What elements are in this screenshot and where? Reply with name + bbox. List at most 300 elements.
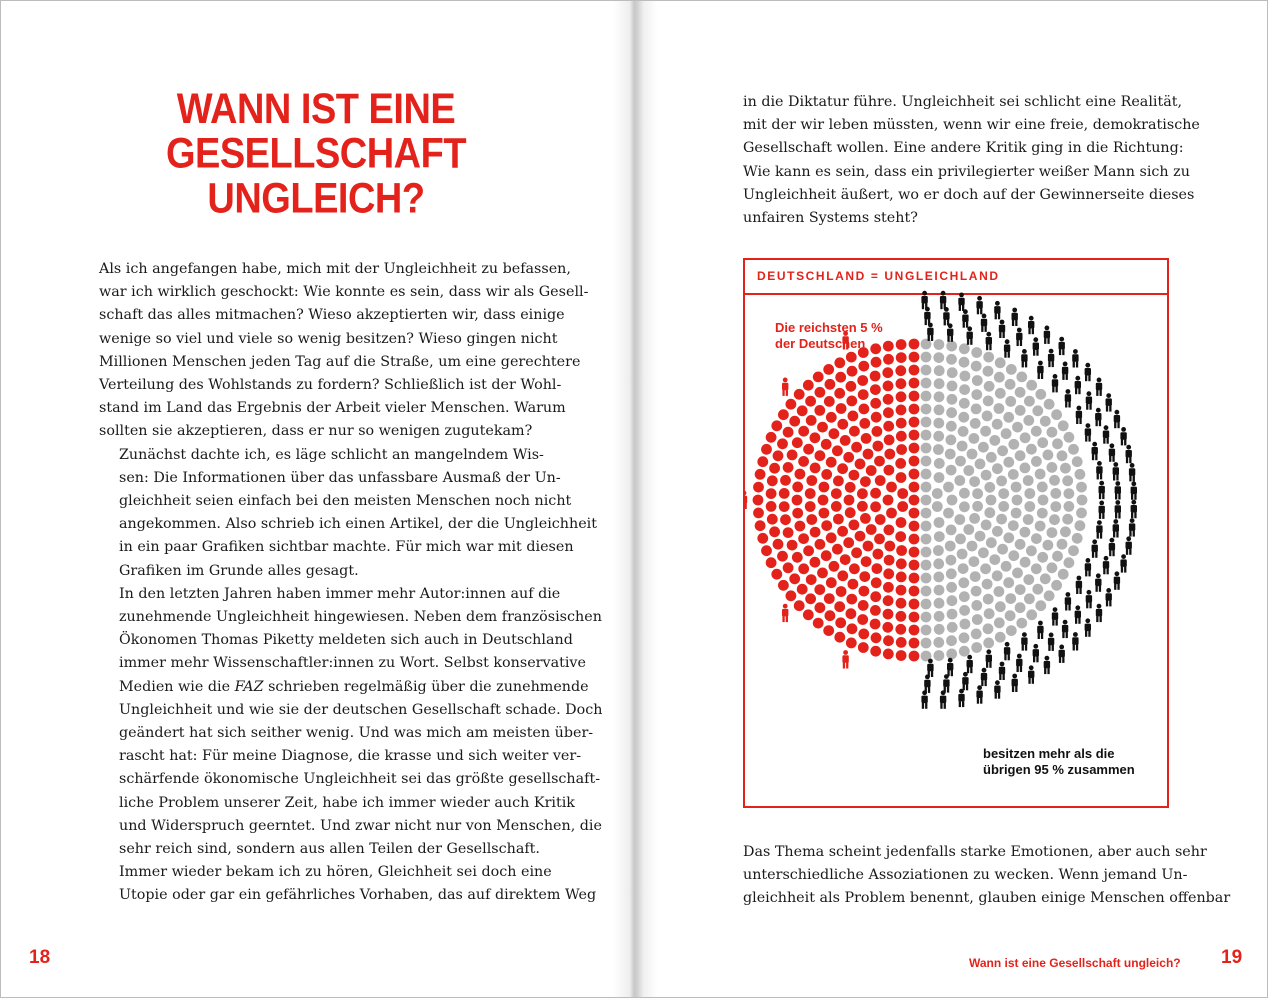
person-icon-rest <box>921 291 927 309</box>
wealth-dot-rich <box>859 571 870 582</box>
wealth-dot-rest <box>1024 593 1035 604</box>
text-line: zunehmende Ungleichheit hingewiesen. Neben dem französischen <box>119 609 602 626</box>
wealth-dot-rich <box>909 391 920 402</box>
person-icon-rest <box>1092 539 1098 557</box>
wealth-dot-rest <box>975 459 986 470</box>
person-icon-rich <box>745 491 747 509</box>
wealth-dot-rest <box>933 637 944 648</box>
person-icon-rest <box>1044 656 1050 674</box>
person-icon-rest <box>1085 618 1091 636</box>
wealth-dot-rest <box>1060 463 1071 474</box>
person-icon-rich <box>782 378 788 396</box>
wealth-dot-rest <box>946 465 957 476</box>
paragraph <box>99 583 603 861</box>
person-icon-rest <box>1059 645 1065 663</box>
person-icon-rest <box>947 323 953 341</box>
wealth-dot-rest <box>1072 533 1083 544</box>
wealth-dot-rich <box>870 591 881 602</box>
wealth-dot-rest <box>946 568 957 579</box>
wealth-dot-rich <box>767 475 778 486</box>
wealth-dot-rest <box>934 405 945 416</box>
wealth-dot-rest <box>1047 462 1058 473</box>
wealth-dot-rich <box>797 584 808 595</box>
wealth-dot-rest <box>921 560 932 571</box>
wealth-dot-rich <box>855 531 866 542</box>
person-icon-rest <box>1103 425 1109 443</box>
wealth-dot-rich <box>883 595 894 606</box>
wealth-dot-rest <box>971 586 982 597</box>
wealth-dot-rest <box>921 391 932 402</box>
person-icon-rest <box>1028 316 1034 334</box>
wealth-dot-rest <box>959 605 970 616</box>
wealth-dot-rich <box>798 533 809 544</box>
wealth-dot-rich <box>819 508 830 519</box>
person-icon-rest <box>986 649 992 667</box>
person-icon-rest <box>1065 389 1071 407</box>
wealth-dot-rest <box>947 495 958 506</box>
wealth-dot-rich <box>798 456 809 467</box>
wealth-dot-rest <box>1038 495 1049 506</box>
wealth-dot-rest <box>967 541 978 552</box>
wealth-dot-rich <box>829 561 840 572</box>
wealth-dot-rich <box>826 577 837 588</box>
wealth-dot-rich <box>803 609 814 620</box>
wealth-dot-rich <box>783 462 794 473</box>
text-line: Immer wieder bekam ich zu hören, Gleichheit sei doch eine <box>119 864 552 881</box>
person-icon-rest <box>943 307 949 325</box>
wealth-dot-rich <box>821 439 832 450</box>
text-line: Millionen Menschen jeden Tag auf die Straße, um eine gerechtere <box>99 353 581 370</box>
wealth-dot-rest <box>1015 602 1026 613</box>
person-icon-rest <box>1103 556 1109 574</box>
person-icon-rest <box>967 655 973 673</box>
wealth-dot-rest <box>1051 409 1062 420</box>
wealth-dot-rich <box>825 379 836 390</box>
wealth-dot-rich <box>870 384 881 395</box>
wealth-dot-rich <box>766 432 777 443</box>
text-line: Ungleichheit und wie sie der deutschen Gesellschaft schade. Doch <box>119 701 603 718</box>
person-icon-rest <box>1062 362 1068 380</box>
wealth-dot-rich <box>909 469 920 480</box>
wealth-dot-rest <box>1040 573 1051 584</box>
wealth-dot-rest <box>1057 450 1068 461</box>
wealth-dot-rich <box>834 632 845 643</box>
wealth-dot-rest <box>959 591 970 602</box>
wealth-dot-rich <box>831 488 842 499</box>
wealth-dot-rest <box>1049 514 1060 525</box>
wealth-dot-rest <box>983 396 994 407</box>
wealth-dot-rich <box>826 412 837 423</box>
wealth-dot-rich <box>870 619 881 630</box>
wealth-dot-rest <box>971 629 982 640</box>
wealth-dot-rest <box>1015 405 1026 416</box>
wealth-dot-rest <box>1031 563 1042 574</box>
wealth-dot-rich <box>792 495 803 506</box>
person-icon-rest <box>1126 445 1132 463</box>
wealth-dot-rich <box>873 549 884 560</box>
wealth-dot-rest <box>946 354 957 365</box>
wealth-dot-rest <box>969 556 980 567</box>
wealth-dot-rest <box>933 572 944 583</box>
wealth-dot-rest <box>933 431 944 442</box>
wealth-dot-rich <box>883 635 894 646</box>
wealth-dot-rich <box>858 629 869 640</box>
person-icon-rest <box>1021 632 1027 650</box>
wealth-dot-rest <box>1035 521 1046 532</box>
wealth-dot-rich <box>896 572 907 583</box>
wealth-dot-rest <box>959 343 970 354</box>
wealth-dot-rest <box>996 476 1007 487</box>
wealth-dot-rich <box>794 389 805 400</box>
wealth-dot-rich <box>909 586 920 597</box>
wealth-dot-rich <box>896 391 907 402</box>
wealth-dot-rich <box>870 371 881 382</box>
wealth-dot-rest <box>1035 389 1046 400</box>
text-line: sehr reich sind, sondern aus allen Teilen der Gesellschaft. <box>119 841 540 858</box>
wealth-dot-rich <box>846 381 857 392</box>
wealth-dot-rich <box>786 590 797 601</box>
wealth-dot-rest <box>933 444 944 455</box>
wealth-dot-rest <box>1026 545 1037 556</box>
wealth-dot-rest <box>992 419 1003 430</box>
wealth-dot-rich <box>884 525 895 536</box>
wealth-dot-rich <box>755 520 766 531</box>
wealth-dot-rich <box>771 569 782 580</box>
wealth-dot-rest <box>921 404 932 415</box>
right-page <box>637 1 1267 997</box>
wealth-dot-rich <box>870 646 881 657</box>
wealth-dot-rest <box>992 570 1003 581</box>
wealth-dot-rest <box>946 407 957 418</box>
wealth-dot-rich <box>857 501 868 512</box>
person-icon-rest <box>1092 442 1098 460</box>
wealth-dot-rest <box>1024 501 1035 512</box>
wealth-dot-rest <box>972 375 983 386</box>
wealth-dot-rest <box>960 619 971 630</box>
wealth-dot-rich <box>832 544 843 555</box>
wealth-dot-rich <box>792 552 803 563</box>
wealth-dot-rich <box>896 598 907 609</box>
wealth-dot-rich <box>859 586 870 597</box>
wealth-dot-rich <box>798 563 809 574</box>
wealth-dot-rich <box>824 396 835 407</box>
wealth-dot-rest <box>1003 412 1014 423</box>
wealth-dot-rich <box>896 472 907 483</box>
wealth-dot-rest <box>1003 457 1014 468</box>
wealth-dot-rich <box>847 366 858 377</box>
text-line: liche Problem unserer Zeit, habe ich immer wieder auch Kritik <box>119 794 575 811</box>
wealth-dot-rich <box>884 449 895 460</box>
wealth-dot-rich <box>810 432 821 443</box>
wealth-dot-rich <box>909 495 920 506</box>
person-icon-rest <box>981 668 987 686</box>
person-icon-rest <box>1085 363 1091 381</box>
wealth-dot-rest <box>963 524 974 535</box>
person-icon-rest <box>994 680 1000 698</box>
wealth-dot-rest <box>984 482 995 493</box>
wealth-dot-rest <box>959 357 970 368</box>
wealth-dot-rich <box>792 508 803 519</box>
wealth-dot-rich <box>777 551 788 562</box>
wealth-dot-rest <box>1024 488 1035 499</box>
text-line: Zunächst dachte ich, es läge schlicht an mangelndem Wis- <box>119 446 544 463</box>
wealth-dot-rich <box>803 545 814 556</box>
wealth-dot-rich <box>909 417 920 428</box>
wealth-dot-rest <box>998 488 1009 499</box>
wealth-dot-rest <box>1023 514 1034 525</box>
wealth-dot-rest <box>986 495 997 506</box>
wealth-dot-rest <box>971 642 982 653</box>
wealth-dot-rest <box>955 456 966 467</box>
wealth-dot-rich <box>896 405 907 416</box>
wealth-dot-rest <box>1012 568 1023 579</box>
wealth-dot-rest <box>959 488 970 499</box>
wealth-dot-rest <box>921 534 932 545</box>
wealth-dot-rest <box>1023 475 1034 486</box>
text-line: wenige so viel und viele so wenig besitzen? Wieso gingen nicht <box>99 330 558 347</box>
wealth-dot-rest <box>995 601 1006 612</box>
wealth-dot-rich <box>871 632 882 643</box>
wealth-dot-rest <box>934 378 945 389</box>
wealth-dot-rest <box>986 452 997 463</box>
person-icon-rest <box>1129 518 1135 536</box>
wealth-dot-rest <box>943 482 954 493</box>
paragraph <box>99 861 597 907</box>
wealth-dot-rich <box>817 422 828 433</box>
running-head: Wann ist eine Gesellschaft ungleich? <box>969 956 1181 970</box>
wealth-dot-rest <box>921 612 932 623</box>
wealth-dot-rest <box>1016 618 1027 629</box>
wealth-dot-rich <box>874 534 885 545</box>
person-icon-rest <box>1052 607 1058 625</box>
wealth-dot-rich <box>779 488 790 499</box>
text-line: mit der wir leben müssten, wenn wir eine freie, demokratische <box>743 117 1200 134</box>
wealth-dot-rest <box>958 426 969 437</box>
person-icon-rest <box>940 291 946 309</box>
wealth-dot-rich <box>909 547 920 558</box>
person-icon-rest <box>1109 538 1115 556</box>
wealth-dot-rich <box>797 405 808 416</box>
wealth-dot-rich <box>883 381 894 392</box>
wealth-dot-rich <box>821 520 832 531</box>
wealth-dot-rest <box>997 544 1008 555</box>
wealth-dot-rich <box>849 563 860 574</box>
wealth-dot-rich <box>884 465 895 476</box>
wealth-dot-rich <box>834 388 845 399</box>
wealth-dot-rich <box>909 404 920 415</box>
wealth-dot-rich <box>837 419 848 430</box>
wealth-dot-rich <box>805 396 816 407</box>
wealth-dot-rich <box>836 586 847 597</box>
wealth-dot-rich <box>896 558 907 569</box>
wealth-dot-rest <box>984 507 995 518</box>
wealth-dot-rest <box>981 520 992 531</box>
person-icon-rest <box>1120 554 1126 572</box>
person-icon-rest <box>1129 463 1135 481</box>
wealth-dot-rich <box>909 430 920 441</box>
wealth-dot-rest <box>970 571 981 582</box>
wealth-dot-rich <box>909 508 920 519</box>
person-icon-rest <box>1113 462 1119 480</box>
wealth-dot-rich <box>870 488 881 499</box>
wealth-dot-rest <box>945 449 956 460</box>
wealth-dot-rest <box>1020 463 1031 474</box>
wealth-dot-rich <box>792 482 803 493</box>
wealth-dot-rest <box>934 339 945 350</box>
wealth-dot-rest <box>983 366 994 377</box>
chapter-title-line: UNGLEICH? <box>207 175 425 223</box>
wealth-dot-rich <box>870 398 881 409</box>
wealth-dot-rest <box>1047 527 1058 538</box>
person-icon-rest <box>976 296 982 314</box>
wealth-dot-rest <box>1032 584 1043 595</box>
person-icon-rich <box>782 604 788 622</box>
wealth-dot-rich <box>875 475 886 486</box>
wealth-dot-rest <box>947 367 958 378</box>
person-icon-rest <box>1120 427 1126 445</box>
wealth-dot-rich <box>866 524 877 535</box>
wealth-dot-rich <box>896 418 907 429</box>
wealth-dot-rich <box>753 495 764 506</box>
wealth-dot-rest <box>1058 569 1069 580</box>
wealth-dot-rest <box>933 558 944 569</box>
text-line: stand im Land das Ergebnis der Arbeit vieler Menschen. Warum <box>99 400 566 417</box>
wealth-dot-rest <box>997 445 1008 456</box>
wealth-dot-rest <box>932 501 943 512</box>
wealth-dot-rest <box>969 433 980 444</box>
wealth-dot-rich <box>896 517 907 528</box>
wealth-dot-rest <box>921 586 932 597</box>
wealth-dot-rest <box>946 435 957 446</box>
wealth-dot-rest <box>958 412 969 423</box>
wealth-dot-rich <box>826 532 837 543</box>
wealth-dot-rest <box>959 632 970 643</box>
wealth-dot-rich <box>815 450 826 461</box>
wealth-dot-rich <box>843 537 854 548</box>
wealth-dot-rest <box>947 622 958 633</box>
wealth-dot-rich <box>795 521 806 532</box>
wealth-dot-rich <box>866 465 877 476</box>
wealth-dot-rest <box>1075 520 1086 531</box>
wealth-dot-rich <box>834 357 845 368</box>
wealth-dot-rest <box>921 417 932 428</box>
wealth-dot-rich <box>848 411 859 422</box>
wealth-dot-rest <box>1015 450 1026 461</box>
person-icon-rest <box>1075 376 1081 394</box>
wealth-dot-rest <box>943 508 954 519</box>
wealth-dot-rest <box>983 352 994 363</box>
wealth-dot-rich <box>871 412 882 423</box>
wealth-dot-rest <box>989 435 1000 446</box>
wealth-dot-rich <box>895 458 906 469</box>
wealth-dot-rich <box>805 488 816 499</box>
wealth-dot-rest <box>975 531 986 542</box>
person-icon-rest <box>924 675 930 693</box>
wealth-dot-rich <box>813 372 824 383</box>
person-icon-rest <box>1021 349 1027 367</box>
wealth-dot-rich <box>783 562 794 573</box>
wealth-dot-rich <box>840 435 851 446</box>
label-rest-line: übrigen 95 % zusammen <box>983 762 1135 777</box>
left-page <box>1 1 631 997</box>
wealth-dot-rest <box>947 595 958 606</box>
wealth-dot-rich <box>896 444 907 455</box>
wealth-dot-rich <box>847 623 858 634</box>
wealth-dot-rest <box>921 430 932 441</box>
person-icon-rest <box>1065 592 1071 610</box>
person-icon-rest <box>1048 633 1054 651</box>
wealth-dot-rest <box>1006 625 1017 636</box>
wealth-dot-rich <box>826 457 837 468</box>
person-icon-rest <box>1072 632 1078 650</box>
wealth-dot-rich <box>846 594 857 605</box>
wealth-dot-rich <box>814 584 825 595</box>
wealth-dot-rich <box>883 568 894 579</box>
person-icon-rest <box>1085 423 1091 441</box>
wealth-dot-rich <box>823 625 834 636</box>
wealth-dot-rich <box>872 563 883 574</box>
wealth-dot-rich <box>858 361 869 372</box>
text-line: Gesellschaft wollen. Eine andere Kritik ging in die Richtung: <box>743 140 1184 157</box>
wealth-dot-rich <box>909 612 920 623</box>
wealth-dot-rest <box>983 623 994 634</box>
person-icon-rest <box>1044 326 1050 344</box>
person-icon-rest <box>976 685 982 703</box>
text-line: war ich wirklich geschockt: Wie konnte es sein, dass wir als Gesell- <box>99 284 589 301</box>
wealth-dot-rest <box>992 463 1003 474</box>
wealth-dot-rich <box>806 514 817 525</box>
wealth-dot-rich <box>843 452 854 463</box>
wealth-dot-rest <box>1020 432 1031 443</box>
wealth-dot-rich <box>773 539 784 550</box>
wealth-dot-rest <box>984 381 995 392</box>
wealth-dot-rest <box>1006 364 1017 375</box>
text-line: Medien wie die FAZ schrieben regelmäßig über die zunehmende <box>119 678 589 695</box>
wealth-dot-rich <box>769 463 780 474</box>
wealth-dot-rich <box>761 545 772 556</box>
wealth-dot-rich <box>871 357 882 368</box>
wealth-dot-rich <box>846 352 857 363</box>
person-icon-rest <box>1086 590 1092 608</box>
wealth-dot-rest <box>921 521 932 532</box>
wealth-dot-rich <box>857 488 868 499</box>
wealth-dot-rich <box>766 557 777 568</box>
wealth-dot-rich <box>883 649 894 660</box>
text-line: Verteilung des Wohlstands zu fordern? Schließlich ist der Wohl- <box>99 377 562 394</box>
chapter-title <box>151 87 481 221</box>
wealth-dot-rich <box>831 501 842 512</box>
left-body-text <box>99 258 603 908</box>
person-icon-rest <box>943 674 949 692</box>
person-icon-rest <box>1012 308 1018 326</box>
wealth-dot-rich <box>846 638 857 649</box>
wealth-dot-rich <box>909 599 920 610</box>
wealth-dot-rich <box>909 521 920 532</box>
wealth-dot-rest <box>934 472 945 483</box>
wealth-dot-rich <box>851 442 862 453</box>
wealth-dot-rest <box>1040 416 1051 427</box>
wealth-dot-rest <box>995 357 1006 368</box>
wealth-dot-rich <box>909 560 920 571</box>
wealth-dot-rich <box>909 625 920 636</box>
text-line: unterschiedliche Assoziationen zu wecken. Wenn jemand Un- <box>743 867 1188 884</box>
wealth-dot-rest <box>1057 539 1068 550</box>
text-line: in ein paar Grafiken sichtbar machte. Für mich war mit diesen <box>119 539 574 556</box>
infographic-header: DEUTSCHLAND = UNGLEICHLAND <box>745 260 1167 295</box>
wealth-dot-rich <box>819 482 830 493</box>
wealth-dot-rest <box>1064 557 1075 568</box>
wealth-dot-rest <box>1043 450 1054 461</box>
